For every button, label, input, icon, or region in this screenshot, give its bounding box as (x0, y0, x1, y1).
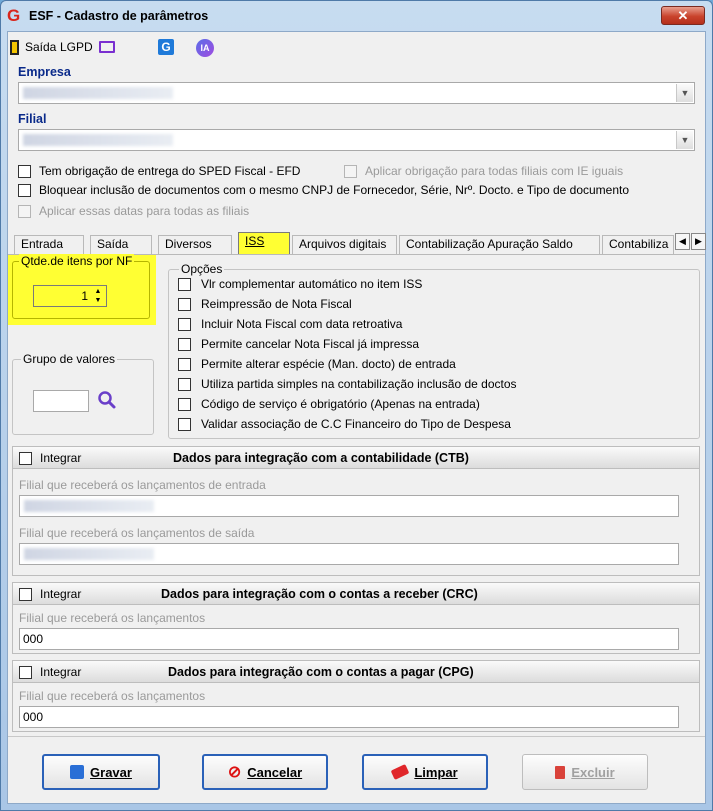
crc-header (13, 583, 699, 605)
checkbox-box (18, 205, 31, 218)
iss-tab-panel (8, 254, 705, 734)
cpg-field-label: Filial que receberá os lançamentos (19, 689, 206, 703)
window-title: ESF - Cadastro de parâmetros (29, 9, 209, 23)
ctb-title: Dados para integração com a contabilidade (CTB) (173, 451, 469, 465)
filial-select[interactable] (18, 129, 695, 151)
checkbox-box[interactable] (178, 378, 191, 391)
apply-dates-checkbox (18, 204, 249, 218)
opcao-label: Incluir Nota Fiscal com data retroativa (201, 317, 403, 331)
gravar-button[interactable] (42, 754, 160, 790)
opcoes-group (168, 262, 700, 439)
checkbox-box[interactable] (178, 398, 191, 411)
tab-entrada[interactable]: Entrada (14, 235, 84, 254)
opcao-label: Permite cancelar Nota Fiscal já impressa (201, 337, 420, 351)
apply-all-ie-checkbox (344, 164, 623, 178)
cpg-title: Dados para integração com o contas a pagar (CPG) (168, 665, 474, 679)
limpar-button[interactable] (362, 754, 488, 790)
tab-contabilizacao[interactable]: Contabiliza (602, 235, 674, 254)
exit-button[interactable] (10, 38, 56, 56)
grupo-valores-input[interactable] (33, 390, 89, 412)
eraser-icon (391, 764, 410, 780)
qtde-spinner[interactable] (33, 285, 107, 307)
ia-button[interactable] (196, 38, 214, 56)
excluir-button (522, 754, 648, 790)
tab-strip (14, 232, 704, 254)
tab-iss[interactable]: ISS (238, 232, 290, 255)
spinner-arrows-icon[interactable]: ▲ ▼ (94, 288, 102, 304)
opcao-label: Código de serviço é obrigatório (Apenas na entrada) (201, 397, 480, 411)
filial-label: Filial (18, 112, 47, 126)
trash-icon (555, 766, 565, 779)
empresa-value-redacted (23, 87, 173, 99)
close-button[interactable]: ✕ (661, 6, 705, 25)
opcao-label: Reimpressão de Nota Fiscal (201, 297, 352, 311)
apply-all-ie-label: Aplicar obrigação para todas filiais com IE iguais (365, 164, 624, 178)
checkbox-box[interactable] (178, 298, 191, 311)
cpg-integrar-label: Integrar (40, 665, 82, 679)
cancelar-button[interactable] (202, 754, 328, 790)
excluir-label: Excluir (571, 764, 615, 780)
ctb-saida-label: Filial que receberá os lançamentos de saída (19, 526, 255, 540)
checkbox-box[interactable] (178, 418, 191, 431)
opcao-cancelar-nf[interactable] (178, 337, 419, 351)
checkbox-box[interactable] (18, 184, 31, 197)
ctb-saida-field[interactable] (19, 543, 679, 565)
exit-label: Saída (25, 40, 57, 54)
qtde-title: Qtde.de itens por NF (21, 254, 133, 268)
sped-checkbox-label: Tem obrigação de entrega do SPED Fiscal - EFD (39, 164, 301, 178)
cpg-integrar-checkbox[interactable] (19, 665, 81, 679)
crc-section (12, 582, 700, 654)
ctb-entrada-value-redacted (24, 500, 154, 512)
app-logo-icon: G (7, 6, 21, 25)
cpg-section (12, 660, 700, 732)
exit-door-icon (10, 40, 19, 55)
tab-diversos[interactable]: Diversos (158, 235, 232, 254)
opcao-label: Vlr complementar automático no item ISS (201, 277, 423, 291)
tab-saida[interactable]: Saída (90, 235, 152, 254)
opcao-partida-simples[interactable] (178, 377, 517, 391)
empresa-select[interactable] (18, 82, 695, 104)
ctb-entrada-label: Filial que receberá os lançamentos de entrada (19, 478, 266, 492)
qtde-value[interactable]: 1 (81, 289, 88, 303)
qtde-group (12, 254, 150, 319)
apply-dates-label: Aplicar essas datas para todas as filiais (39, 204, 250, 218)
checkbox-box[interactable] (178, 318, 191, 331)
grupo-valores-title: Grupo de valores (23, 352, 116, 366)
opcao-alterar-especie[interactable] (178, 357, 456, 371)
opcao-reimpressao[interactable] (178, 297, 352, 311)
tab-contabilizacao-apuracao-saldo[interactable]: Contabilização Apuração Saldo (399, 235, 600, 254)
opcao-data-retroativa[interactable] (178, 317, 402, 331)
checkbox-box[interactable] (178, 338, 191, 351)
lgpd-button[interactable] (60, 38, 115, 56)
cpg-filial-field[interactable]: 000 (19, 706, 679, 728)
cancelar-label: Cancelar (247, 764, 303, 780)
tab-arquivos-digitais[interactable]: Arquivos digitais (292, 235, 397, 254)
crc-filial-field[interactable]: 000 (19, 628, 679, 650)
opcao-vlr-complementar[interactable] (178, 277, 422, 291)
opcao-codigo-servico[interactable] (178, 397, 480, 411)
ctb-integrar-label: Integrar (40, 451, 82, 465)
checkbox-box (344, 165, 357, 178)
block-duplicate-label: Bloquear inclusão de documentos com o mesmo CNPJ de Fornecedor, Série, Nrº. Docto. e Tipo de documento (39, 183, 630, 197)
g-app-button[interactable] (158, 38, 174, 56)
grupo-valores-group (12, 352, 154, 435)
checkbox-box[interactable] (19, 452, 32, 465)
gravar-label: Gravar (90, 764, 132, 780)
empresa-label: Empresa (18, 65, 71, 79)
crc-integrar-checkbox[interactable] (19, 587, 81, 601)
checkbox-box[interactable] (19, 666, 32, 679)
tab-scroll-left-icon[interactable]: ◀ (675, 233, 690, 250)
chevron-down-icon[interactable]: ▼ (676, 131, 693, 149)
checkbox-box[interactable] (19, 588, 32, 601)
checkbox-box[interactable] (178, 278, 191, 291)
opcao-label: Validar associação de C.C Financeiro do Tipo de Despesa (201, 417, 511, 431)
opcao-label: Utiliza partida simples na contabilização inclusão de doctos (201, 377, 517, 391)
title-bar (1, 1, 712, 31)
sped-checkbox[interactable] (18, 164, 300, 178)
g-logo-icon: G (158, 39, 174, 55)
chevron-down-icon[interactable]: ▼ (676, 84, 693, 102)
cancel-circle-icon: ⊘ (227, 764, 242, 781)
block-duplicate-checkbox[interactable] (18, 183, 629, 197)
crc-integrar-label: Integrar (40, 587, 82, 601)
lgpd-label: LGPD (60, 40, 93, 54)
opcoes-title: Opções (181, 262, 223, 276)
cpg-header (13, 661, 699, 683)
crc-title: Dados para integração com o contas a receber (CRC) (161, 587, 478, 601)
ctb-section (12, 446, 700, 576)
ctb-saida-value-redacted (24, 548, 154, 560)
checkbox-box[interactable] (18, 165, 31, 178)
search-icon[interactable] (97, 390, 117, 410)
checkbox-box[interactable] (178, 358, 191, 371)
dialog-body (7, 31, 706, 804)
ia-icon: IA (196, 39, 214, 57)
footer-divider (8, 736, 705, 737)
save-disk-icon (70, 765, 84, 779)
opcao-label: Permite alterar espécie (Man. docto) de entrada (201, 357, 456, 371)
opcao-validar-cc[interactable] (178, 417, 511, 431)
filial-value-redacted (23, 134, 173, 146)
ctb-header (13, 447, 699, 469)
ctb-integrar-checkbox[interactable] (19, 451, 81, 465)
crc-field-label: Filial que receberá os lançamentos (19, 611, 206, 625)
tab-scroll-right-icon[interactable]: ▶ (691, 233, 706, 250)
monitor-icon (99, 41, 115, 53)
limpar-label: Limpar (414, 764, 458, 780)
ctb-entrada-field[interactable] (19, 495, 679, 517)
